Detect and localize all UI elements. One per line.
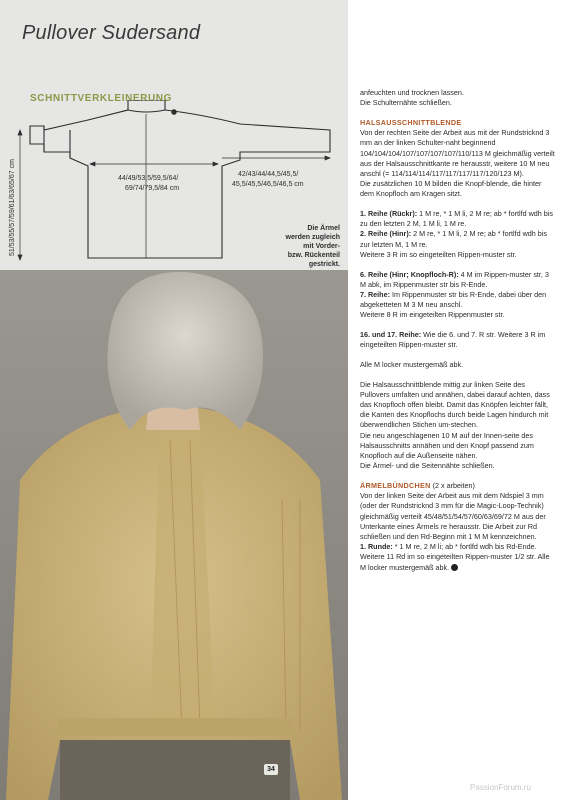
row-1-label: 1. Reihe (Rückr): (360, 209, 418, 219)
finish-text-3: Die Ärmel- und die Seitennähte schließen. (360, 461, 495, 471)
rows-1-2 (360, 209, 556, 260)
row-7-label: 7. Reihe: (360, 289, 390, 299)
halsausschnitt-body-2: Die zusätzlichen 10 M bilden die Knopf-blende, die hinter dem Knopfloch am Kragen sitzt. (360, 179, 542, 199)
cuffs-body: Von der linken Seite der Arbeit aus mit dem Ndspiel 3 mm (oder der Rundstricknd 3 mm für die Magic-Loop-Technik) gleichmäßig verteilt 45/48/51/54/57/60/63/69/72 M aus der Unterkante eines Ärmels re herausstr. Die Arbeit zur Rd schließen und den Rd-Beginn mit 1 M M kennzeichnen. (360, 491, 546, 542)
row-7-text: Im Rippenmuster str bis R-Ende, dabei über den abgeketteten M 3 M neu anschl. (360, 289, 547, 310)
sleeve-label-2: 45,5/45,5/46,5/46,5 cm (232, 181, 304, 188)
row-2-label: 2. Reihe (Hinr): (360, 229, 412, 239)
cuffs-heading-line (360, 481, 556, 491)
length-label: 51/53/55/57/59/61/63/65/67 cm (9, 159, 16, 256)
row-2-extra: Weitere 3 R im so eingeteilten Rippen-muster str. (360, 249, 517, 259)
halsausschnitt-heading: HALSAUSSCHNITTBLENDE (360, 117, 462, 127)
intro-line-2: Die Schulternähte schließen. (360, 98, 452, 108)
schematic-heading: SCHNITTVERKLEINERUNG (30, 93, 173, 104)
rows-6-7 (360, 270, 556, 321)
instructions-column (360, 88, 556, 582)
row-6-label: 6. Reihe (Hinr; Knopfloch-R): (360, 269, 459, 279)
row-2-text: 2 M re, * 1 M li, 2 M re; ab * fortlfd wdh bis zur letzten M, 1 M re. (360, 229, 547, 249)
cuff-round-1-text: * 1 M re, 2 M li; ab * fortlfd wdh bis Rd-Ende. (392, 542, 537, 552)
sleeve-label-1: 42/43/44/44,5/45,5/ (238, 171, 299, 178)
cuff-end-text: Weitere 11 Rd im so eingeteilten Rippen-muster 1/2 str. Alle M locker mustergemäß abk. (360, 552, 550, 572)
page-number: 34 (264, 764, 278, 775)
finish-text-2: Die neu angeschlagenen 10 M auf der Innen-seite des Halsausschnitts annähen und den Knopf passend zum Knopfloch auf die Außenseite nähen. (360, 430, 534, 461)
width-label-1: 44/49/53,5/59,5/64/ (118, 175, 179, 182)
model-photo (0, 270, 348, 800)
intro-text (360, 88, 556, 108)
rows-16-17 (360, 330, 556, 350)
intro-line-1: anfeuchten und trocknen lassen. (360, 88, 464, 97)
halsausschnitt-body: Von der rechten Seite der Arbeit aus mit der Rundstricknd 3 mm an der linken Schulter-naht beginnend 104/104/104/107/107/107/107/110/113 M gleichmäßig verteilt aus der Halsausschnittkante re herausstr, weitere 10 M neu anschl (= 114/114/114/117/117/117/117/120/123 M). (360, 128, 555, 178)
row-7-extra: Weitere 8 R im eingeteilten Rippenmuster str. (360, 310, 505, 320)
sleeve-note: Die Ärmel werden zugleich mit Vorder- bzw. Rückenteil gestrickt. (285, 225, 340, 268)
watermark: PassionForum.ru (470, 783, 531, 792)
row-6-text: 4 M im Rippen-muster str, 3 M abk, im Rippenmuster str bis R-Ende. (360, 269, 549, 289)
end-mark-icon (451, 564, 458, 571)
cuffs-heading: ÄRMELBÜNDCHEN (360, 481, 431, 490)
bind-off-text: Alle M locker mustergemäß abk. (360, 359, 464, 369)
page-title: Pullover Sudersand (22, 22, 201, 44)
row-16-text: Wie die 6. und 7. R str. Weitere 3 R im eingeteilten Rippen-muster str. (360, 330, 546, 350)
row-1-text: 1 M re, * 1 M li, 2 M re; ab * fortlfd wdh bis zu den letzten 2 M, 1 M li, 1 M re. (360, 209, 553, 229)
row-16-label: 16. und 17. Reihe: (360, 330, 422, 340)
width-label-2: 69/74/79,5/84 cm (125, 185, 180, 192)
finish-text-1: Die Halsausschnittblende mittig zur linken Seite des Pullovers umfalten und annähen, dabei darauf achten, dass das Knopfloch offen bleibt. Damit das Knöpfen leichter fällt, die Kanten des Knopflochs durch beide Lagen hindurch mit überwendlichen Stichen um-stechen. (360, 379, 550, 430)
cuff-round-1-label: 1. Runde: (360, 542, 393, 552)
cuffs-rounds (360, 542, 556, 573)
cuffs-note: (2 x arbeiten) (430, 481, 475, 490)
